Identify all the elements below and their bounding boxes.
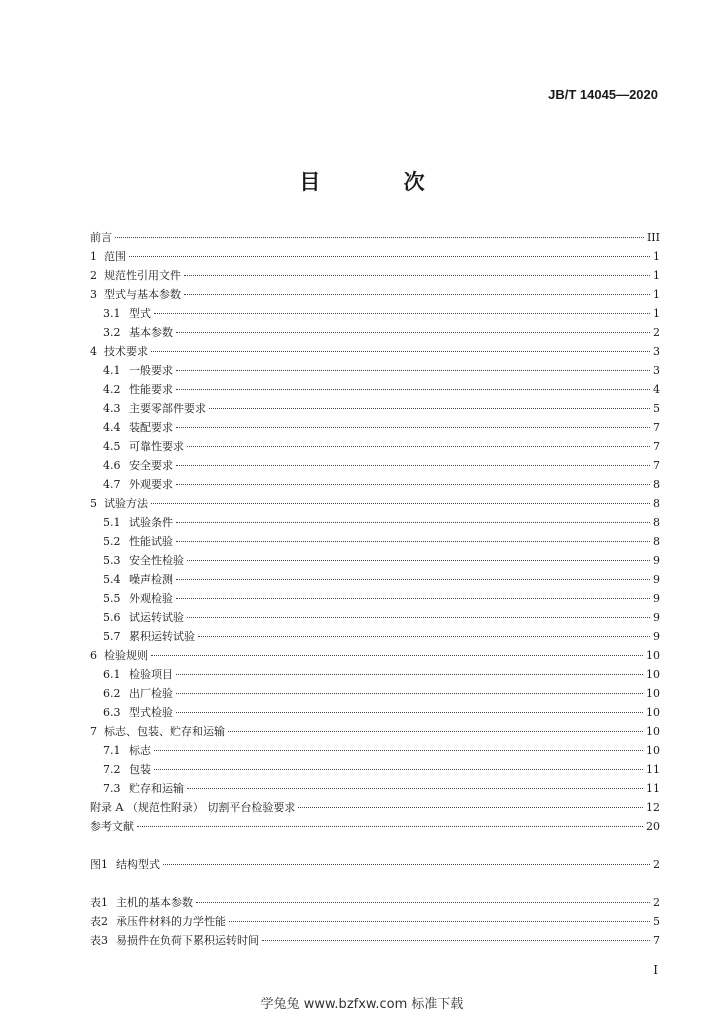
tables-page: 2: [653, 896, 660, 909]
toc-title: 型式: [129, 307, 151, 320]
watermark: 学兔兔 www.bzfxw.com 标准下载: [260, 997, 464, 1012]
toc-number: 6.3: [103, 706, 121, 719]
toc-title: 外观要求: [129, 478, 173, 491]
toc-title: 范围: [104, 250, 126, 263]
dot-leader: [187, 446, 650, 447]
toc-page: 3: [653, 364, 660, 377]
toc-title: 贮存和运输: [129, 782, 184, 795]
toc-title: 检验规则: [104, 649, 148, 662]
toc-page: 8: [653, 535, 660, 548]
toc-page: III: [646, 231, 660, 244]
toc-page: 1: [653, 288, 660, 301]
toc-row[interactable]: [90, 627, 660, 646]
toc-page: 10: [646, 744, 660, 757]
toc-page: 7: [653, 459, 660, 472]
toc-title: 装配要求: [129, 421, 173, 434]
tables-number: 表1: [90, 896, 108, 909]
tables-row[interactable]: [90, 893, 660, 912]
toc-row[interactable]: [90, 703, 660, 722]
dot-leader: [151, 351, 650, 352]
toc-row[interactable]: [90, 608, 660, 627]
toc-page: 9: [653, 611, 660, 624]
dot-leader: [184, 275, 650, 276]
toc-page: 10: [646, 687, 660, 700]
dot-leader: [209, 408, 650, 409]
dot-leader: [176, 370, 650, 371]
toc-title: 基本参数: [129, 326, 173, 339]
toc-number: 7.1: [103, 744, 121, 757]
toc-title: 性能试验: [129, 535, 173, 548]
toc-page: 4: [653, 383, 660, 396]
dot-leader: [198, 636, 650, 637]
dot-leader: [176, 598, 650, 599]
dot-leader: [187, 788, 643, 789]
toc-page: 8: [653, 497, 660, 510]
toc-row[interactable]: [90, 323, 660, 342]
tables-number: 表3: [90, 934, 108, 947]
toc-row[interactable]: [90, 741, 660, 760]
toc-row[interactable]: [90, 760, 660, 779]
dot-leader: [176, 693, 643, 694]
dot-leader: [176, 579, 650, 580]
toc-page: 10: [646, 668, 660, 681]
toc-row[interactable]: [90, 646, 660, 665]
tables-page: 7: [653, 934, 660, 947]
tables-title: 主机的基本参数: [116, 896, 193, 909]
toc-page: 7: [653, 440, 660, 453]
toc-row[interactable]: [90, 817, 660, 836]
toc-page: 7: [653, 421, 660, 434]
toc-title: 试运转试验: [129, 611, 184, 624]
toc-page: 10: [646, 706, 660, 719]
toc-number: 4.7: [103, 478, 121, 491]
toc-title: 噪声检测: [129, 573, 173, 586]
toc-title: 前言: [90, 231, 112, 244]
toc-number: 6.1: [103, 668, 121, 681]
toc-title: 型式与基本参数: [104, 288, 181, 301]
toc-number: 5.2: [103, 535, 121, 548]
toc-number: 5.3: [103, 554, 121, 567]
dot-leader: [196, 902, 650, 903]
dot-leader: [176, 522, 650, 523]
toc-row[interactable]: [90, 247, 660, 266]
toc-title: 试验条件: [129, 516, 173, 529]
toc-row[interactable]: [90, 798, 660, 817]
tables-page: 5: [653, 915, 660, 928]
toc-row[interactable]: [90, 722, 660, 741]
toc-number: 1: [90, 250, 97, 263]
toc-row[interactable]: [90, 570, 660, 589]
toc-row[interactable]: [90, 779, 660, 798]
figures-number: 图1: [90, 858, 108, 871]
toc-title: 标志: [129, 744, 151, 757]
dot-leader: [151, 655, 643, 656]
table-of-contents: [90, 228, 660, 950]
toc-page: 9: [653, 573, 660, 586]
toc-number: 4: [90, 345, 97, 358]
toc-number: 7: [90, 725, 97, 738]
toc-page: 20: [646, 820, 660, 833]
dot-leader: [176, 484, 650, 485]
toc-title: 主要零部件要求: [129, 402, 206, 415]
toc-row[interactable]: [90, 266, 660, 285]
page-title: 目 次: [299, 170, 463, 194]
toc-row[interactable]: [90, 304, 660, 323]
dot-leader: [129, 256, 650, 257]
toc-page: 3: [653, 345, 660, 358]
figures-row[interactable]: [90, 855, 660, 874]
toc-row[interactable]: [90, 285, 660, 304]
tables-title: 易损件在负荷下累积运转时间: [116, 934, 259, 947]
toc-page: 1: [653, 250, 660, 263]
toc-row[interactable]: [90, 418, 660, 437]
toc-row[interactable]: [90, 551, 660, 570]
toc-row[interactable]: [90, 228, 660, 247]
toc-row[interactable]: [90, 589, 660, 608]
toc-row[interactable]: [90, 494, 660, 513]
toc-number: 5.4: [103, 573, 121, 586]
dot-leader: [262, 940, 650, 941]
toc-number: 5.5: [103, 592, 121, 605]
dot-leader: [176, 389, 650, 390]
dot-leader: [184, 294, 650, 295]
figures-page: 2: [653, 858, 660, 871]
toc-number: 3.2: [103, 326, 121, 339]
dot-leader: [154, 750, 643, 751]
toc-number: 2: [90, 269, 97, 282]
toc-row[interactable]: [90, 437, 660, 456]
toc-page: 11: [646, 763, 660, 776]
toc-number: 4.6: [103, 459, 121, 472]
dot-leader: [154, 769, 643, 770]
toc-row[interactable]: [90, 513, 660, 532]
toc-title: 试验方法: [104, 497, 148, 510]
toc-page: 1: [653, 307, 660, 320]
toc-title: 检验项目: [129, 668, 173, 681]
toc-title: 附录 A （规范性附录） 切割平台检验要求: [90, 801, 296, 814]
tables-row[interactable]: [90, 912, 660, 931]
toc-title: 安全要求: [129, 459, 173, 472]
toc-row[interactable]: [90, 342, 660, 361]
toc-number: 5.7: [103, 630, 121, 643]
dot-leader: [176, 674, 643, 675]
toc-row[interactable]: [90, 665, 660, 684]
toc-row[interactable]: [90, 399, 660, 418]
dot-leader: [229, 921, 650, 922]
toc-title: 包装: [129, 763, 151, 776]
dot-leader: [298, 807, 643, 808]
tables-number: 表2: [90, 915, 108, 928]
dot-leader: [176, 541, 650, 542]
standard-number: JB/T 14045—2020: [548, 87, 658, 102]
toc-page: 8: [653, 478, 660, 491]
dot-leader: [176, 332, 650, 333]
toc-number: 4.2: [103, 383, 121, 396]
toc-row[interactable]: [90, 456, 660, 475]
toc-row[interactable]: [90, 684, 660, 703]
toc-number: 5: [90, 497, 97, 510]
toc-page: 2: [653, 326, 660, 339]
toc-number: 5.1: [103, 516, 121, 529]
toc-title: 安全性检验: [129, 554, 184, 567]
dot-leader: [151, 503, 650, 504]
toc-page: 9: [653, 630, 660, 643]
toc-page: 8: [653, 516, 660, 529]
toc-title: 一般要求: [129, 364, 173, 377]
toc-page: 9: [653, 592, 660, 605]
toc-row[interactable]: [90, 361, 660, 380]
toc-title: 型式检验: [129, 706, 173, 719]
toc-title: 累积运转试验: [129, 630, 195, 643]
toc-number: 4.3: [103, 402, 121, 415]
toc-row[interactable]: [90, 532, 660, 551]
dot-leader: [163, 864, 650, 865]
toc-number: 3.1: [103, 307, 121, 320]
toc-title: 标志、包装、贮存和运输: [104, 725, 225, 738]
toc-number: 5.6: [103, 611, 121, 624]
dot-leader: [115, 237, 644, 238]
toc-title: 性能要求: [129, 383, 173, 396]
dot-leader: [176, 465, 650, 466]
dot-leader: [154, 313, 650, 314]
toc-page: 10: [646, 649, 660, 662]
dot-leader: [176, 427, 650, 428]
toc-number: 4.1: [103, 364, 121, 377]
toc-number: 7.2: [103, 763, 121, 776]
toc-page: 5: [653, 402, 660, 415]
dot-leader: [187, 560, 650, 561]
toc-number: 4.5: [103, 440, 121, 453]
page-number: I: [653, 963, 658, 977]
toc-row[interactable]: [90, 475, 660, 494]
toc-page: 11: [646, 782, 660, 795]
toc-page: 10: [646, 725, 660, 738]
figures-title: 结构型式: [116, 858, 160, 871]
toc-title: 技术要求: [104, 345, 148, 358]
toc-page: 12: [646, 801, 660, 814]
dot-leader: [187, 617, 650, 618]
toc-title: 规范性引用文件: [104, 269, 181, 282]
toc-title: 可靠性要求: [129, 440, 184, 453]
toc-number: 6.2: [103, 687, 121, 700]
dot-leader: [137, 826, 643, 827]
toc-number: 4.4: [103, 421, 121, 434]
toc-title: 参考文献: [90, 820, 134, 833]
toc-number: 3: [90, 288, 97, 301]
toc-number: 6: [90, 649, 97, 662]
toc-row[interactable]: [90, 380, 660, 399]
tables-row[interactable]: [90, 931, 660, 950]
tables-title: 承压件材料的力学性能: [116, 915, 226, 928]
toc-number: 7.3: [103, 782, 121, 795]
dot-leader: [228, 731, 643, 732]
dot-leader: [176, 712, 643, 713]
toc-page: 9: [653, 554, 660, 567]
toc-title: 出厂检验: [129, 687, 173, 700]
toc-title: 外观检验: [129, 592, 173, 605]
toc-page: 1: [653, 269, 660, 282]
